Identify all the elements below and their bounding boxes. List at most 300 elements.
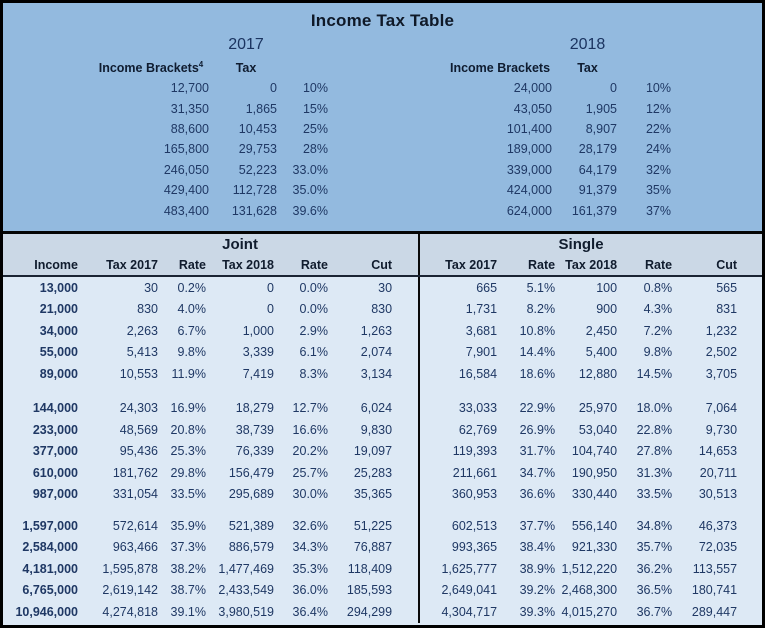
value-cell: 76,887: [353, 540, 393, 555]
value-cell: 100: [596, 280, 618, 295]
gap-cell: [279, 385, 333, 398]
value-cell: 7.2%: [643, 323, 673, 338]
year-label-2018: 2018: [569, 36, 606, 53]
spacer: [3, 234, 83, 255]
value-cell: 1,232: [705, 323, 738, 338]
bracket-cell: 28,179: [578, 142, 617, 157]
joint-single-divider: [397, 484, 419, 506]
income-cell: 610,000: [32, 465, 78, 480]
bracket-cell: 91,379: [578, 183, 617, 198]
value-cell: 9,830: [360, 422, 393, 437]
bracket-cell: 43,050: [513, 101, 552, 116]
bracket-cell: 0: [270, 81, 277, 96]
value-cell: 32.6%: [292, 518, 328, 533]
value-cell: 2,074: [360, 345, 393, 360]
joint-single-table: [3, 234, 762, 623]
value-cell: 831: [716, 302, 738, 317]
value-cell: 6.7%: [177, 323, 206, 338]
value-cell: 46,373: [698, 518, 738, 533]
value-cell: 9.8%: [643, 345, 673, 360]
value-cell: 2,433,549: [218, 583, 274, 598]
gap-cell: [560, 385, 622, 398]
bracket-cell: 32%: [645, 162, 671, 177]
value-cell: 7,419: [242, 366, 274, 381]
bracket-cell: 52,223: [238, 162, 277, 177]
bracket-cell: 24,000: [513, 81, 552, 96]
table-row: [3, 537, 762, 559]
group-gap-row: [3, 505, 762, 515]
bracket-cell: 10,453: [238, 121, 277, 136]
gap-cell: [211, 385, 279, 398]
column-header-row: [3, 255, 762, 276]
value-cell: 2,619,142: [102, 583, 158, 598]
spacer: [742, 363, 762, 385]
joint-header: Joint: [83, 234, 397, 255]
value-cell: 104,740: [571, 444, 618, 459]
spacer: [742, 601, 762, 623]
spacer: [742, 515, 762, 537]
footnote-mark: 4: [198, 59, 204, 69]
income-cell: 21,000: [39, 302, 78, 317]
value-cell: 185,593: [346, 583, 393, 598]
joint-single-divider: [397, 234, 419, 255]
value-cell: 565: [716, 280, 738, 295]
bracket-cell: 339,000: [506, 162, 552, 177]
bracket-block-2018: [445, 33, 673, 221]
value-cell: 19,097: [353, 444, 393, 459]
gap-cell: [742, 505, 762, 515]
spacer: [742, 299, 762, 321]
value-cell: 33.5%: [170, 487, 206, 502]
value-cell: 9,730: [705, 422, 738, 437]
gap-cell: [333, 505, 397, 515]
income-cell: 34,000: [39, 323, 78, 338]
value-cell: 4,015,270: [561, 604, 618, 619]
value-cell: 36.5%: [636, 583, 673, 598]
table-row: [3, 462, 762, 484]
value-cell: 0: [267, 280, 274, 295]
bracket-section: [3, 3, 762, 234]
value-cell: 34.7%: [519, 465, 556, 480]
single-header: Single: [419, 234, 742, 255]
gap-cell: [3, 505, 83, 515]
value-cell: 3,705: [705, 366, 738, 381]
gap-cell: [163, 385, 211, 398]
value-cell: 35.3%: [292, 561, 328, 576]
value-cell: 665: [476, 280, 498, 295]
bracket-cell: 12,700: [170, 81, 209, 96]
value-cell: 1,625,777: [441, 561, 498, 576]
value-cell: 572,614: [112, 518, 158, 533]
spacer: [742, 234, 762, 255]
gap-cell: [333, 385, 397, 398]
bracket-cell: 429,400: [163, 183, 209, 198]
income-cell: 233,000: [32, 422, 78, 437]
bracket-cell: 12%: [645, 101, 671, 116]
column-header-tax-2017: Tax 2017: [419, 255, 502, 276]
table-row: [3, 515, 762, 537]
bracket-rows-2017: [90, 78, 330, 221]
value-cell: 4,304,717: [441, 604, 498, 619]
value-cell: 360,953: [451, 487, 498, 502]
value-cell: 900: [596, 302, 618, 317]
column-header-tax-2018: Tax 2018: [211, 255, 279, 276]
gap-cell: [279, 505, 333, 515]
value-cell: 29.8%: [170, 465, 206, 480]
bracket-cell: 29,753: [238, 142, 277, 157]
joint-single-divider: [397, 601, 419, 623]
value-cell: 2,468,300: [561, 583, 618, 598]
value-cell: 7,901: [465, 345, 498, 360]
value-cell: 36.7%: [636, 604, 673, 619]
income-cell: 144,000: [32, 401, 78, 416]
bracket-cell: 64,179: [578, 162, 617, 177]
column-header-tax-2017: Tax 2017: [83, 255, 163, 276]
spacer: [742, 276, 762, 299]
spacer: [742, 441, 762, 463]
value-cell: 2,263: [126, 323, 158, 338]
bracket-cell: 37%: [645, 203, 671, 218]
value-cell: 11.9%: [171, 366, 206, 381]
table-row: [3, 320, 762, 342]
value-cell: 16,584: [458, 366, 498, 381]
value-cell: 22.9%: [519, 401, 556, 416]
value-cell: 18,279: [235, 401, 274, 416]
table-row: [3, 441, 762, 463]
joint-single-divider: [397, 537, 419, 559]
value-cell: 6,024: [360, 401, 393, 416]
gap-cell: [742, 385, 762, 398]
bracket-cell: 31,350: [170, 101, 209, 116]
table-row: [3, 299, 762, 321]
value-cell: 38.4%: [519, 540, 556, 555]
bracket-cell: 189,000: [506, 142, 552, 157]
value-cell: 76,339: [235, 444, 274, 459]
gap-cell: [622, 505, 677, 515]
joint-single-divider: [397, 441, 419, 463]
table-row: [3, 276, 762, 299]
spacer: [742, 462, 762, 484]
bracket-blocks-row: [3, 33, 762, 221]
page-title: Income Tax Table: [310, 11, 455, 30]
value-cell: 20.2%: [292, 444, 328, 459]
value-cell: 190,950: [571, 465, 618, 480]
bracket-cell: 161,379: [571, 203, 617, 218]
bracket-cell: 165,800: [163, 142, 209, 157]
value-cell: 34.3%: [292, 540, 328, 555]
bracket-cell: 24%: [645, 142, 671, 157]
gap-cell: [622, 385, 677, 398]
bracket-block-2017: [90, 33, 330, 221]
bracket-cell: 88,600: [170, 121, 209, 136]
value-cell: 294,299: [346, 604, 393, 619]
joint-single-divider: [397, 580, 419, 602]
joint-single-divider: [397, 363, 419, 385]
joint-single-divider: [397, 515, 419, 537]
value-cell: 14.5%: [636, 366, 673, 381]
value-cell: 9.8%: [177, 345, 206, 360]
bracket-cell: 624,000: [506, 203, 552, 218]
value-cell: 31.7%: [519, 444, 556, 459]
value-cell: 36.0%: [292, 583, 328, 598]
value-cell: 2,502: [705, 345, 738, 360]
gap-cell: [163, 505, 211, 515]
bracket-cell: 424,000: [506, 183, 552, 198]
value-cell: 26.9%: [519, 422, 556, 437]
value-cell: 180,741: [691, 583, 738, 598]
value-cell: 521,389: [228, 518, 274, 533]
column-header-cut: Cut: [333, 255, 397, 276]
spacer: [742, 580, 762, 602]
joint-single-divider: [397, 276, 419, 299]
value-cell: 37.7%: [519, 518, 556, 533]
joint-single-divider: [397, 342, 419, 364]
gap-cell: [560, 505, 622, 515]
gap-cell: [677, 505, 742, 515]
value-cell: 62,769: [458, 422, 498, 437]
value-cell: 25.3%: [170, 444, 206, 459]
joint-single-divider: [397, 385, 419, 398]
value-cell: 72,035: [698, 540, 738, 555]
value-cell: 6.1%: [299, 345, 328, 360]
income-brackets-label: Income Brackets: [449, 61, 551, 76]
table-row: [3, 342, 762, 364]
value-cell: 7,064: [705, 401, 738, 416]
value-cell: 38.9%: [519, 561, 556, 576]
gap-cell: [3, 385, 83, 398]
value-cell: 25.7%: [292, 465, 328, 480]
value-cell: 2.9%: [299, 323, 328, 338]
value-cell: 1,477,469: [218, 561, 274, 576]
value-cell: 20,711: [699, 465, 738, 480]
bracket-cell: 28%: [302, 142, 328, 157]
value-cell: 35.7%: [636, 540, 673, 555]
column-header-cut: Cut: [677, 255, 742, 276]
value-cell: 10.8%: [519, 323, 556, 338]
joint-single-divider: [397, 320, 419, 342]
value-cell: 0.8%: [643, 280, 673, 295]
income-brackets-header-2017: [90, 60, 212, 75]
bracket-cell: 112,728: [232, 183, 277, 198]
spacer: [742, 320, 762, 342]
bracket-cell: 35%: [645, 183, 671, 198]
bracket-cell: 10%: [645, 81, 671, 96]
value-cell: 4,274,818: [102, 604, 158, 619]
value-cell: 5.1%: [526, 280, 556, 295]
value-cell: 1,731: [465, 302, 498, 317]
value-cell: 602,513: [451, 518, 498, 533]
value-cell: 18.0%: [636, 401, 673, 416]
value-cell: 38.7%: [170, 583, 206, 598]
gap-cell: [83, 505, 163, 515]
value-cell: 211,661: [452, 465, 498, 480]
value-cell: 3,980,519: [218, 604, 274, 619]
value-cell: 16.6%: [292, 422, 328, 437]
gap-cell: [502, 385, 560, 398]
value-cell: 156,479: [228, 465, 274, 480]
value-cell: 39.2%: [519, 583, 556, 598]
bracket-cell: 1,905: [585, 101, 617, 116]
value-cell: 10,553: [119, 366, 158, 381]
value-cell: 3,134: [360, 366, 393, 381]
value-cell: 4.3%: [643, 302, 673, 317]
value-cell: 31.3%: [636, 465, 673, 480]
bracket-cell: 39.6%: [292, 203, 328, 218]
group-header-row: [3, 234, 762, 255]
value-cell: 2,649,041: [441, 583, 498, 598]
value-cell: 830: [137, 302, 158, 317]
joint-single-divider: [397, 398, 419, 420]
value-cell: 30.0%: [292, 487, 328, 502]
bracket-cell: 33.0%: [292, 162, 328, 177]
column-header-income: Income: [3, 255, 83, 276]
spacer: [742, 537, 762, 559]
year-label-2017: 2017: [228, 36, 264, 53]
value-cell: 331,054: [112, 487, 158, 502]
value-cell: 25,970: [578, 401, 618, 416]
value-cell: 25,283: [353, 465, 393, 480]
column-header-rate: Rate: [279, 255, 333, 276]
table-row: [3, 419, 762, 441]
spacer: [742, 419, 762, 441]
bracket-cell: 10%: [302, 81, 328, 96]
value-cell: 33,033: [458, 401, 498, 416]
value-cell: 30,513: [698, 487, 738, 502]
value-cell: 113,557: [692, 561, 738, 576]
tax-header-2017: Tax: [235, 60, 257, 75]
joint-single-divider: [397, 255, 419, 276]
value-cell: 1,263: [360, 323, 393, 338]
spacer: [742, 342, 762, 364]
bracket-cell: 35.0%: [292, 183, 328, 198]
joint-single-divider: [397, 299, 419, 321]
table-row: [3, 558, 762, 580]
income-brackets-label: Income Brackets: [98, 61, 199, 76]
income-cell: 987,000: [32, 487, 78, 502]
value-cell: 12,880: [578, 366, 618, 381]
income-cell: 4,181,000: [22, 561, 78, 576]
value-cell: 22.8%: [636, 422, 673, 437]
value-cell: 993,365: [451, 540, 498, 555]
value-cell: 0: [267, 302, 274, 317]
spacer: [742, 558, 762, 580]
table-row: [3, 580, 762, 602]
value-cell: 37.3%: [170, 540, 206, 555]
bracket-cell: 15%: [302, 101, 328, 116]
value-cell: 8.2%: [526, 302, 556, 317]
value-cell: 30: [144, 280, 158, 295]
bracket-cell: 8,907: [585, 121, 617, 136]
value-cell: 4.0%: [177, 302, 206, 317]
value-cell: 53,040: [578, 422, 618, 437]
income-cell: 89,000: [39, 366, 78, 381]
value-cell: 14,653: [698, 444, 738, 459]
value-cell: 0.0%: [299, 280, 328, 295]
value-cell: 35,365: [353, 487, 393, 502]
value-cell: 18.6%: [519, 366, 556, 381]
income-cell: 377,000: [32, 444, 78, 459]
bracket-cell: 483,400: [163, 203, 209, 218]
value-cell: 1,000: [242, 323, 274, 338]
gap-cell: [419, 385, 502, 398]
value-cell: 289,447: [691, 604, 738, 619]
value-cell: 34.8%: [636, 518, 673, 533]
bracket-cell: 1,865: [245, 101, 277, 116]
value-cell: 330,440: [571, 487, 618, 502]
gap-cell: [419, 505, 502, 515]
value-cell: 20.8%: [170, 422, 206, 437]
bracket-cell: 246,050: [163, 162, 209, 177]
value-cell: 33.5%: [636, 487, 673, 502]
value-cell: 3,681: [465, 323, 498, 338]
gap-cell: [677, 385, 742, 398]
value-cell: 118,409: [347, 561, 393, 576]
column-header-rate: Rate: [622, 255, 677, 276]
value-cell: 27.8%: [636, 444, 673, 459]
value-cell: 963,466: [112, 540, 158, 555]
bracket-cell: 22%: [645, 121, 671, 136]
value-cell: 1,595,878: [102, 561, 158, 576]
value-cell: 16.9%: [170, 401, 206, 416]
income-cell: 13,000: [39, 280, 78, 295]
value-cell: 556,140: [571, 518, 618, 533]
value-cell: 24,303: [119, 401, 158, 416]
gap-cell: [502, 505, 560, 515]
value-cell: 36.6%: [519, 487, 556, 502]
value-cell: 886,579: [228, 540, 274, 555]
bracket-cell: 0: [610, 81, 617, 96]
joint-single-divider: [397, 462, 419, 484]
value-cell: 12.7%: [292, 401, 328, 416]
value-cell: 1,512,220: [561, 561, 618, 576]
bracket-cell: 101,400: [506, 121, 552, 136]
joint-single-divider: [397, 419, 419, 441]
value-cell: 0.0%: [299, 302, 328, 317]
value-cell: 51,225: [353, 518, 393, 533]
bracket-cell: 25%: [302, 121, 328, 136]
value-cell: 39.3%: [519, 604, 556, 619]
value-cell: 119,393: [452, 444, 498, 459]
value-cell: 36.2%: [636, 561, 673, 576]
joint-single-divider: [397, 558, 419, 580]
column-header-rate: Rate: [502, 255, 560, 276]
income-cell: 2,584,000: [22, 540, 78, 555]
table-row: [3, 601, 762, 623]
value-cell: 5,413: [126, 345, 158, 360]
income-cell: 55,000: [39, 345, 78, 360]
table-row: [3, 484, 762, 506]
value-cell: 30: [378, 280, 393, 295]
value-cell: 8.3%: [299, 366, 328, 381]
income-cell: 10,946,000: [15, 604, 78, 619]
value-cell: 0.2%: [177, 280, 206, 295]
bracket-cell: 131,628: [231, 203, 277, 218]
spacer: [742, 484, 762, 506]
table-row: [3, 398, 762, 420]
value-cell: 921,330: [571, 540, 618, 555]
value-cell: 48,569: [119, 422, 158, 437]
value-cell: 36.4%: [292, 604, 328, 619]
value-cell: 830: [371, 302, 393, 317]
spacer: [742, 255, 762, 276]
value-cell: 35.9%: [170, 518, 206, 533]
value-cell: 95,436: [119, 444, 158, 459]
income-cell: 6,765,000: [22, 583, 78, 598]
column-header-rate: Rate: [163, 255, 211, 276]
value-cell: 38.2%: [170, 561, 206, 576]
value-cell: 2,450: [585, 323, 618, 338]
value-cell: 5,400: [585, 345, 618, 360]
